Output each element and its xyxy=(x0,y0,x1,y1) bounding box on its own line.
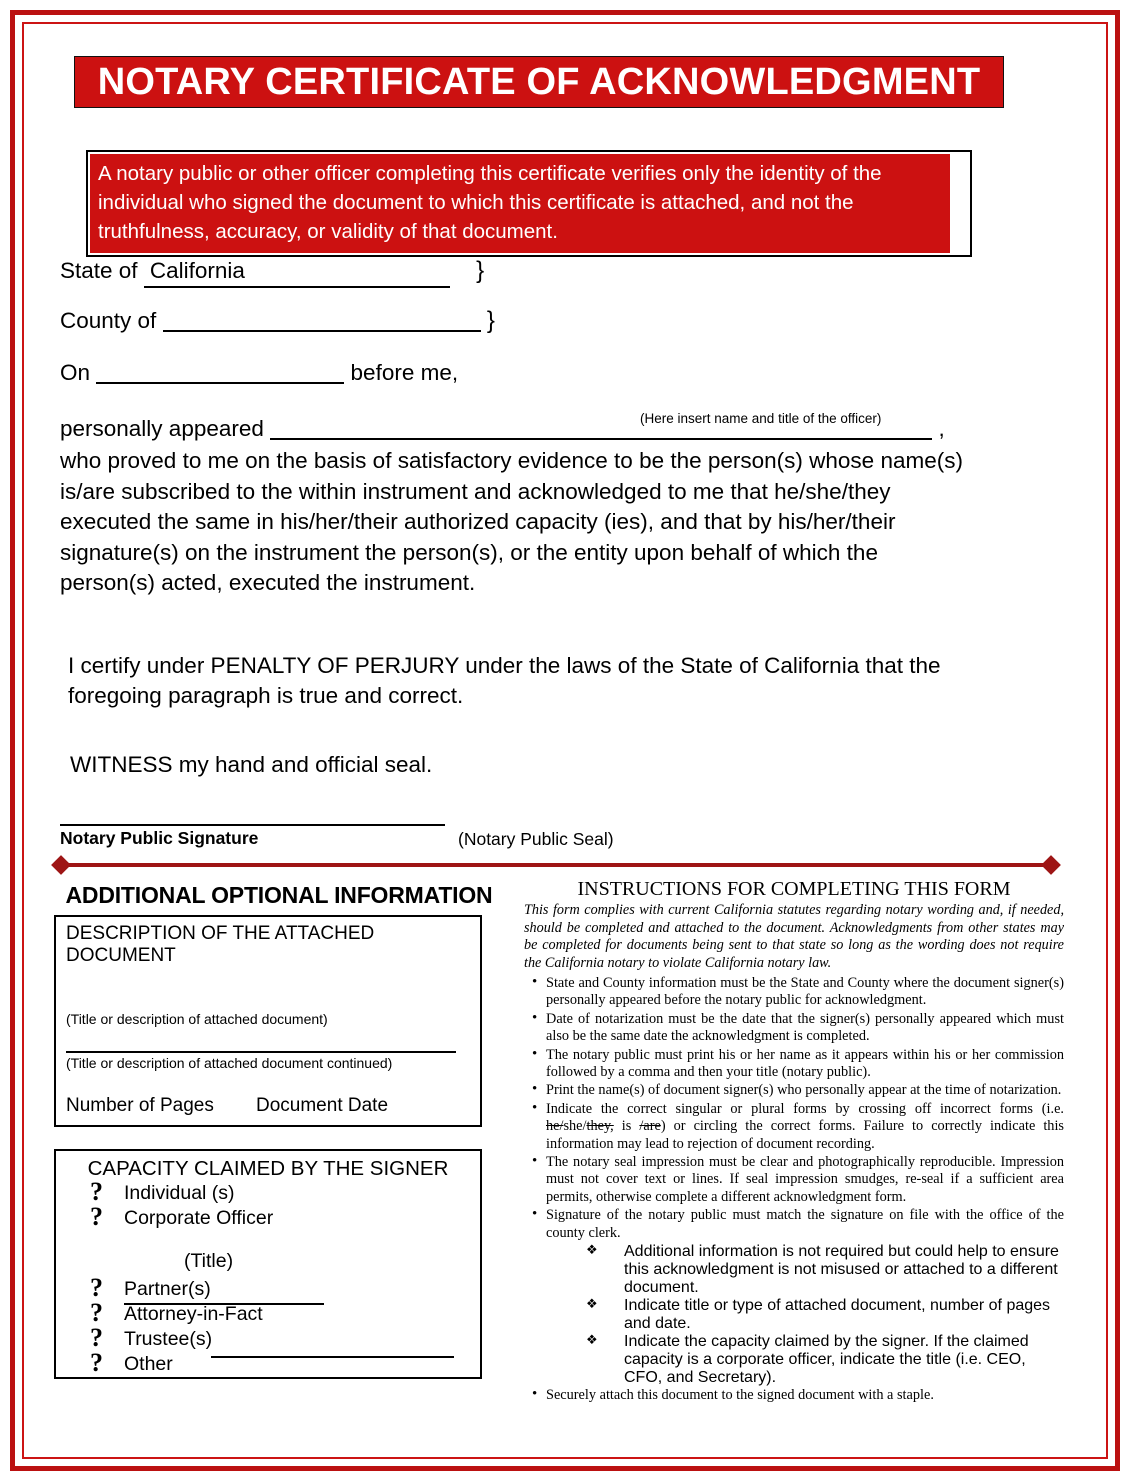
witness-line: WITNESS my hand and official seal. xyxy=(70,751,433,777)
checkbox-icon[interactable]: ? xyxy=(90,1298,103,1327)
capacity-item-individual[interactable] xyxy=(56,1177,480,1207)
personally-appeared-input[interactable] xyxy=(270,418,932,440)
seal-label: (Notary Public Seal) xyxy=(458,829,614,849)
page-content xyxy=(34,34,1096,1447)
strike-he: he/ xyxy=(546,1118,564,1135)
checkbox-icon[interactable]: ? xyxy=(90,1348,103,1377)
date-input[interactable] xyxy=(96,362,344,384)
document-date-label: Document Date xyxy=(256,1095,389,1116)
capacity-box xyxy=(54,1149,482,1379)
instruction-sub-bullet: ❖ Additional information is not required but could help to ensure this acknowledgment is not misused or attached to a different document. xyxy=(524,1243,1064,1297)
strike-she: she/ xyxy=(563,1118,587,1135)
strike-pre: Indicate the correct singular or plural forms by crossing off incorrect forms (i.e. xyxy=(546,1100,1064,1117)
capacity-title-sublabel: (Title) xyxy=(184,1250,234,1272)
appeared-comma: , xyxy=(938,416,945,441)
capacity-item-label: Corporate Officer xyxy=(124,1207,274,1229)
signature-labels xyxy=(60,828,1060,854)
notice-box xyxy=(86,150,972,257)
section-divider xyxy=(54,858,1058,872)
signature-label: Notary Public Signature xyxy=(60,828,259,848)
on-row xyxy=(60,358,1060,390)
capacity-other-rule[interactable] xyxy=(211,1356,454,1358)
county-label: County of xyxy=(60,308,157,333)
checkbox-icon[interactable]: ? xyxy=(90,1273,103,1302)
county-row xyxy=(60,306,1060,358)
instruction-bullet: • Print the name(s) of document signer(s) who personally appear at the time of notarization. xyxy=(524,1082,1064,1099)
checkbox-icon[interactable]: ? xyxy=(90,1202,103,1231)
state-label: State of xyxy=(60,258,138,283)
description-rule[interactable] xyxy=(66,1051,456,1053)
personally-appeared-row xyxy=(60,414,1060,444)
signature-block xyxy=(60,823,1060,854)
instruction-bullet: • State and County information must be the State and County where the document signer(s) personally appeared before the notary public for acknowledgment. xyxy=(524,975,1064,1010)
strike-are: /are xyxy=(639,1118,661,1135)
instructions-column xyxy=(524,876,1064,1406)
checkbox-icon[interactable]: ? xyxy=(90,1177,103,1206)
instruction-bullet: • Signature of the notary public must match the signature on file with the office of the county clerk. xyxy=(524,1207,1064,1242)
strike-post: ) or circling the correct forms. Failure to correctly indicate this information may lead to rejection of document recording. xyxy=(546,1118,1064,1152)
instruction-sub-bullet: ❖ Indicate title or type of attached document, number of pages and date. xyxy=(524,1297,1064,1333)
pages-label: Number of Pages xyxy=(66,1095,214,1116)
lower-section xyxy=(54,876,1064,1416)
state-row xyxy=(60,256,1060,306)
capacity-item-attorney-in-fact[interactable] xyxy=(56,1298,480,1328)
capacity-attorney-rule[interactable] xyxy=(124,1303,324,1305)
county-brace: } xyxy=(486,307,495,334)
capacity-item-label: Other xyxy=(124,1353,173,1375)
additional-info-heading: ADDITIONAL OPTIONAL INFORMATION xyxy=(65,882,493,908)
instructions-intro: This form complies with current California statutes regarding notary wording and, if needed, should be completed and attached to the document. Acknowledgments from other states may be completed for documents being sent to that state so long as the wording does not require the California notary to violate California notary law. xyxy=(524,902,1064,971)
capacity-item-corporate-officer[interactable] xyxy=(56,1202,480,1232)
divider-bar xyxy=(61,863,1051,867)
strike-mid: is xyxy=(613,1118,640,1135)
page-title-banner xyxy=(74,56,1004,108)
personally-appeared-label: personally appeared xyxy=(60,416,264,441)
capacity-box-title: CAPACITY CLAIMED BY THE SIGNER xyxy=(87,1157,449,1180)
signature-line[interactable] xyxy=(60,823,445,826)
strike-they: they, xyxy=(586,1118,614,1135)
instruction-bullet-strikethrough xyxy=(524,1101,1064,1153)
description-caption-2: (Title or description of attached document continued) xyxy=(66,1055,393,1071)
officer-note: (Here insert name and title of the officer) xyxy=(640,411,882,426)
instruction-bullet: • Securely attach this document to the signed document with a staple. xyxy=(524,1387,1064,1404)
before-me-label: before me, xyxy=(350,360,459,385)
instruction-bullet: • The notary seal impression must be clear and photographically reproducible. Impression must not cover text or lines. If seal impression smudges, re-seal if a sufficient area permits, otherwise complete a different acknowledgment form. xyxy=(524,1154,1064,1206)
capacity-item-label: Attorney-in-Fact xyxy=(124,1303,263,1325)
notice-text: A notary public or other officer completing this certificate verifies only the identity of the individual who signed the document to which this certificate is attached, and not the truthfulness, accuracy, or validity of that document. xyxy=(90,154,950,253)
state-brace: } xyxy=(476,257,485,284)
instruction-bullet: • The notary public must print his or her name as it appears within his or her commission followed by a comma and then your title (notary public). xyxy=(524,1047,1064,1082)
on-label: On xyxy=(60,360,91,385)
acknowledgment-paragraph: who proved to me on the basis of satisfactory evidence to be the person(s) whose name(s) is/are subscribed to the within instrument and acknowledged to me that he/she/they executed the same in his/her/their authorized capacity (ies), and that by his/her/their signature(s) on the instrument the person(s), or the entity upon behalf of which the person(s) acted, executed the instrument. xyxy=(60,448,963,595)
instructions-sub-list xyxy=(524,1243,1064,1387)
capacity-item-label: Individual (s) xyxy=(124,1182,235,1204)
county-input[interactable] xyxy=(163,310,481,332)
description-box xyxy=(54,915,482,1127)
pages-date-row xyxy=(66,1095,470,1121)
perjury-paragraph: I certify under PENALTY OF PERJURY under the laws of the State of California that the foregoing paragraph is true and correct. xyxy=(68,652,941,708)
checkbox-icon[interactable]: ? xyxy=(90,1323,103,1352)
instruction-bullet: • Date of notarization must be the date that the signer(s) personally appeared which must also be the same date the acknowledgment is completed. xyxy=(524,1011,1064,1046)
additional-info-column xyxy=(54,876,504,1379)
description-caption-1: (Title or description of attached document) xyxy=(66,1011,328,1027)
capacity-item-partner[interactable] xyxy=(56,1273,480,1303)
instruction-sub-bullet: ❖ Indicate the capacity claimed by the signer. If the claimed capacity is a corporate officer, indicate the title (i.e. CEO, CFO, and Secretary). xyxy=(524,1333,1064,1387)
capacity-item-label: Partner(s) xyxy=(124,1278,211,1300)
divider-diamond-right-icon xyxy=(1041,855,1061,875)
capacity-item-label: Trustee(s) xyxy=(124,1328,213,1350)
page-title: NOTARY CERTIFICATE OF ACKNOWLEDGMENT xyxy=(97,60,981,103)
description-box-title: DESCRIPTION OF THE ATTACHED DOCUMENT xyxy=(66,923,375,966)
instructions-list-final xyxy=(524,1387,1064,1404)
form-body xyxy=(60,256,1060,780)
instructions-heading: INSTRUCTIONS FOR COMPLETING THIS FORM xyxy=(577,878,1011,900)
capacity-item-trustee[interactable] xyxy=(56,1323,480,1353)
state-value[interactable]: California xyxy=(144,256,450,288)
instructions-list xyxy=(524,975,1064,1242)
